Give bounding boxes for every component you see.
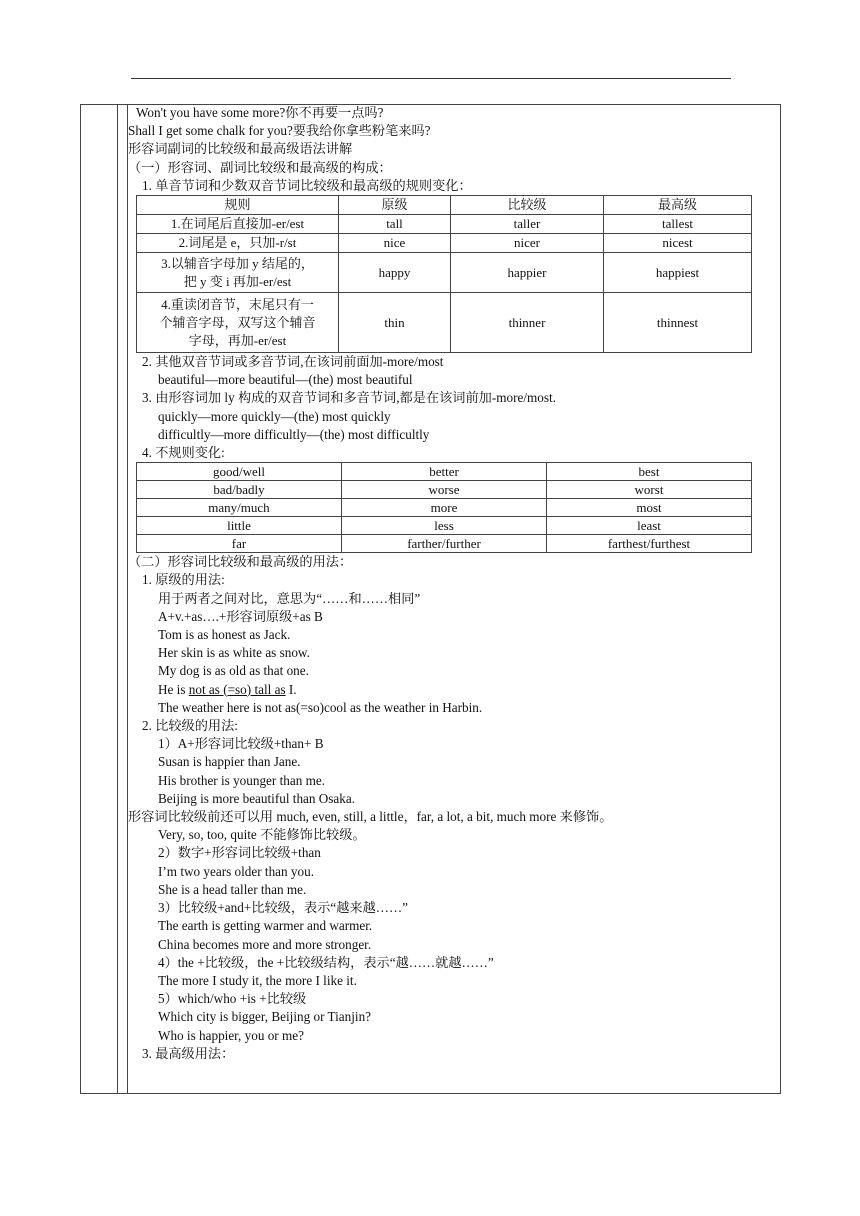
- rule-line: 字母，再加-er/est: [188, 332, 287, 348]
- rule-line: 把 y 变 i 再加-er/est: [183, 273, 292, 289]
- comparative-cell: nicer: [451, 234, 604, 253]
- example-line: 2）数字+形容词比较级+than: [158, 845, 321, 861]
- table-row: [137, 481, 752, 499]
- rule-cell: 1.在词尾后直接加-er/est: [137, 215, 339, 234]
- rule-heading: 3. 由形容词加 ly 构成的双音节词和多音节词,都是在该词前加-more/most.: [142, 390, 556, 406]
- positive-cell: far: [137, 535, 342, 553]
- example-line: My dog is as old as that one.: [158, 663, 309, 679]
- comparative-cell: less: [342, 517, 547, 535]
- example-text: I.: [285, 681, 297, 697]
- positive-cell: tall: [339, 215, 451, 234]
- comparative-cell: more: [342, 499, 547, 517]
- positive-cell: good/well: [137, 463, 342, 481]
- rule-heading: 4. 不规则变化:: [142, 445, 225, 461]
- rule-heading: 1. 原级的用法:: [142, 572, 225, 588]
- example-line: 用于两者之间对比，意思为“……和……相同”: [158, 590, 421, 606]
- positive-cell: nice: [339, 234, 451, 253]
- rule-line: 4.重读闭音节，末尾只有一: [161, 296, 314, 312]
- example-line: A+v.+as….+形容词原级+as B: [158, 608, 323, 624]
- irregular-forms-table: [136, 462, 752, 553]
- subsection-heading: （一）形容词、副词比较级和最高级的构成：: [128, 159, 392, 175]
- example-line: [128, 681, 778, 699]
- superlative-cell: least: [547, 517, 752, 535]
- example-line: Tom is as honest as Jack.: [158, 627, 291, 643]
- positive-cell: many/much: [137, 499, 342, 517]
- superlative-cell: best: [547, 463, 752, 481]
- table-row: [137, 463, 752, 481]
- header-cell: 最高级: [604, 196, 752, 215]
- table-header-row: [137, 196, 752, 215]
- superlative-cell: most: [547, 499, 752, 517]
- positive-cell: bad/badly: [137, 481, 342, 499]
- example-line: I’m two years older than you.: [158, 863, 315, 879]
- example-line: Her skin is as white as snow.: [158, 645, 310, 661]
- subsection-heading: （二）形容词比较级和最高级的用法：: [128, 554, 353, 570]
- header-cell: 比较级: [451, 196, 604, 215]
- superlative-cell: worst: [547, 481, 752, 499]
- comparative-cell: farther/further: [342, 535, 547, 553]
- table-row: [137, 517, 752, 535]
- comparative-cell: worse: [342, 481, 547, 499]
- example-line: Beijing is more beautiful than Osaka.: [158, 790, 356, 806]
- intro-line: Shall I get some chalk for you?要我给你拿些粉笔来吗?: [128, 123, 431, 139]
- example-line: His brother is younger than me.: [158, 772, 326, 788]
- table-row: [137, 215, 752, 234]
- example-line: 3）比较级+and+比较级，表示“越来越……”: [158, 900, 409, 916]
- example-line: difficultly—more difficultly—(the) most difficultly: [158, 426, 430, 442]
- comparative-cell: taller: [451, 215, 604, 234]
- positive-cell: happy: [339, 253, 451, 293]
- positive-cell: thin: [339, 293, 451, 353]
- rule-heading: 1. 单音节词和少数双音节词比较级和最高级的规则变化：: [142, 177, 472, 193]
- superlative-cell: nicest: [604, 234, 752, 253]
- note-line: 形容词比较级前还可以用 much, even, still, a little，far, a lot, a bit, much more 来修饰。: [128, 809, 613, 825]
- table-row: [137, 293, 752, 353]
- example-line: Which city is bigger, Beijing or Tianjin?: [158, 1009, 372, 1025]
- example-line: The more I study it, the more I like it.: [158, 972, 357, 988]
- superlative-cell: happiest: [604, 253, 752, 293]
- comparative-cell: thinner: [451, 293, 604, 353]
- left-column: [81, 105, 118, 1093]
- example-line: Susan is happier than Jane.: [158, 754, 301, 770]
- superlative-cell: farthest/furthest: [547, 535, 752, 553]
- example-line: 4）the +比较级，the +比较级结构，表示“越……就越……”: [158, 954, 494, 970]
- rule-cell: [137, 293, 339, 353]
- example-line: China becomes more and more stronger.: [158, 936, 372, 952]
- example-text: He is: [158, 681, 189, 697]
- section-title: 形容词副词的比较级和最高级语法讲解: [128, 141, 353, 157]
- header-cell: 规则: [137, 196, 339, 215]
- table-row: [137, 535, 752, 553]
- example-line: 1）A+形容词比较级+than+ B: [158, 736, 324, 752]
- header-rule: [131, 78, 731, 79]
- example-line: The weather here is not as(=so)cool as the weather in Harbin.: [158, 699, 483, 715]
- superlative-cell: tallest: [604, 215, 752, 234]
- rule-line: 3.以辅音字母加 y 结尾的，: [161, 255, 314, 271]
- table-row: [137, 499, 752, 517]
- example-line: 5）which/who +is +比较级: [158, 991, 307, 1007]
- comparative-cell: better: [342, 463, 547, 481]
- rule-cell: 2.词尾是 e，只加-r/st: [137, 234, 339, 253]
- header-cell: 原级: [339, 196, 451, 215]
- example-line: She is a head taller than me.: [158, 881, 307, 897]
- narrow-column: [118, 105, 128, 1093]
- example-line: Very, so, too, quite 不能修饰比较级。: [158, 827, 366, 843]
- lesson-content: [128, 104, 778, 1063]
- example-line: quickly—more quickly—(the) most quickly: [158, 408, 391, 424]
- table-row: [137, 234, 752, 253]
- superlative-cell: thinnest: [604, 293, 752, 353]
- rule-heading: 3. 最高级用法：: [142, 1045, 235, 1061]
- table-row: [137, 253, 752, 293]
- regular-forms-table: [136, 195, 752, 353]
- rule-cell: [137, 253, 339, 293]
- positive-cell: little: [137, 517, 342, 535]
- intro-line: Won't you have some more?你不再要一点吗?: [136, 105, 384, 120]
- example-line: beautiful—more beautiful—(the) most beautiful: [158, 372, 413, 388]
- rule-heading: 2. 其他双音节词或多音节词,在该词前面加-more/most: [142, 354, 444, 370]
- rule-line: 个辅音字母，双写这个辅音: [159, 314, 316, 330]
- underlined-phrase: not as (=so) tall as: [188, 681, 286, 697]
- example-line: Who is happier, you or me?: [158, 1027, 304, 1043]
- rule-heading: 2. 比较级的用法:: [142, 718, 238, 734]
- comparative-cell: happier: [451, 253, 604, 293]
- example-line: The earth is getting warmer and warmer.: [158, 918, 373, 934]
